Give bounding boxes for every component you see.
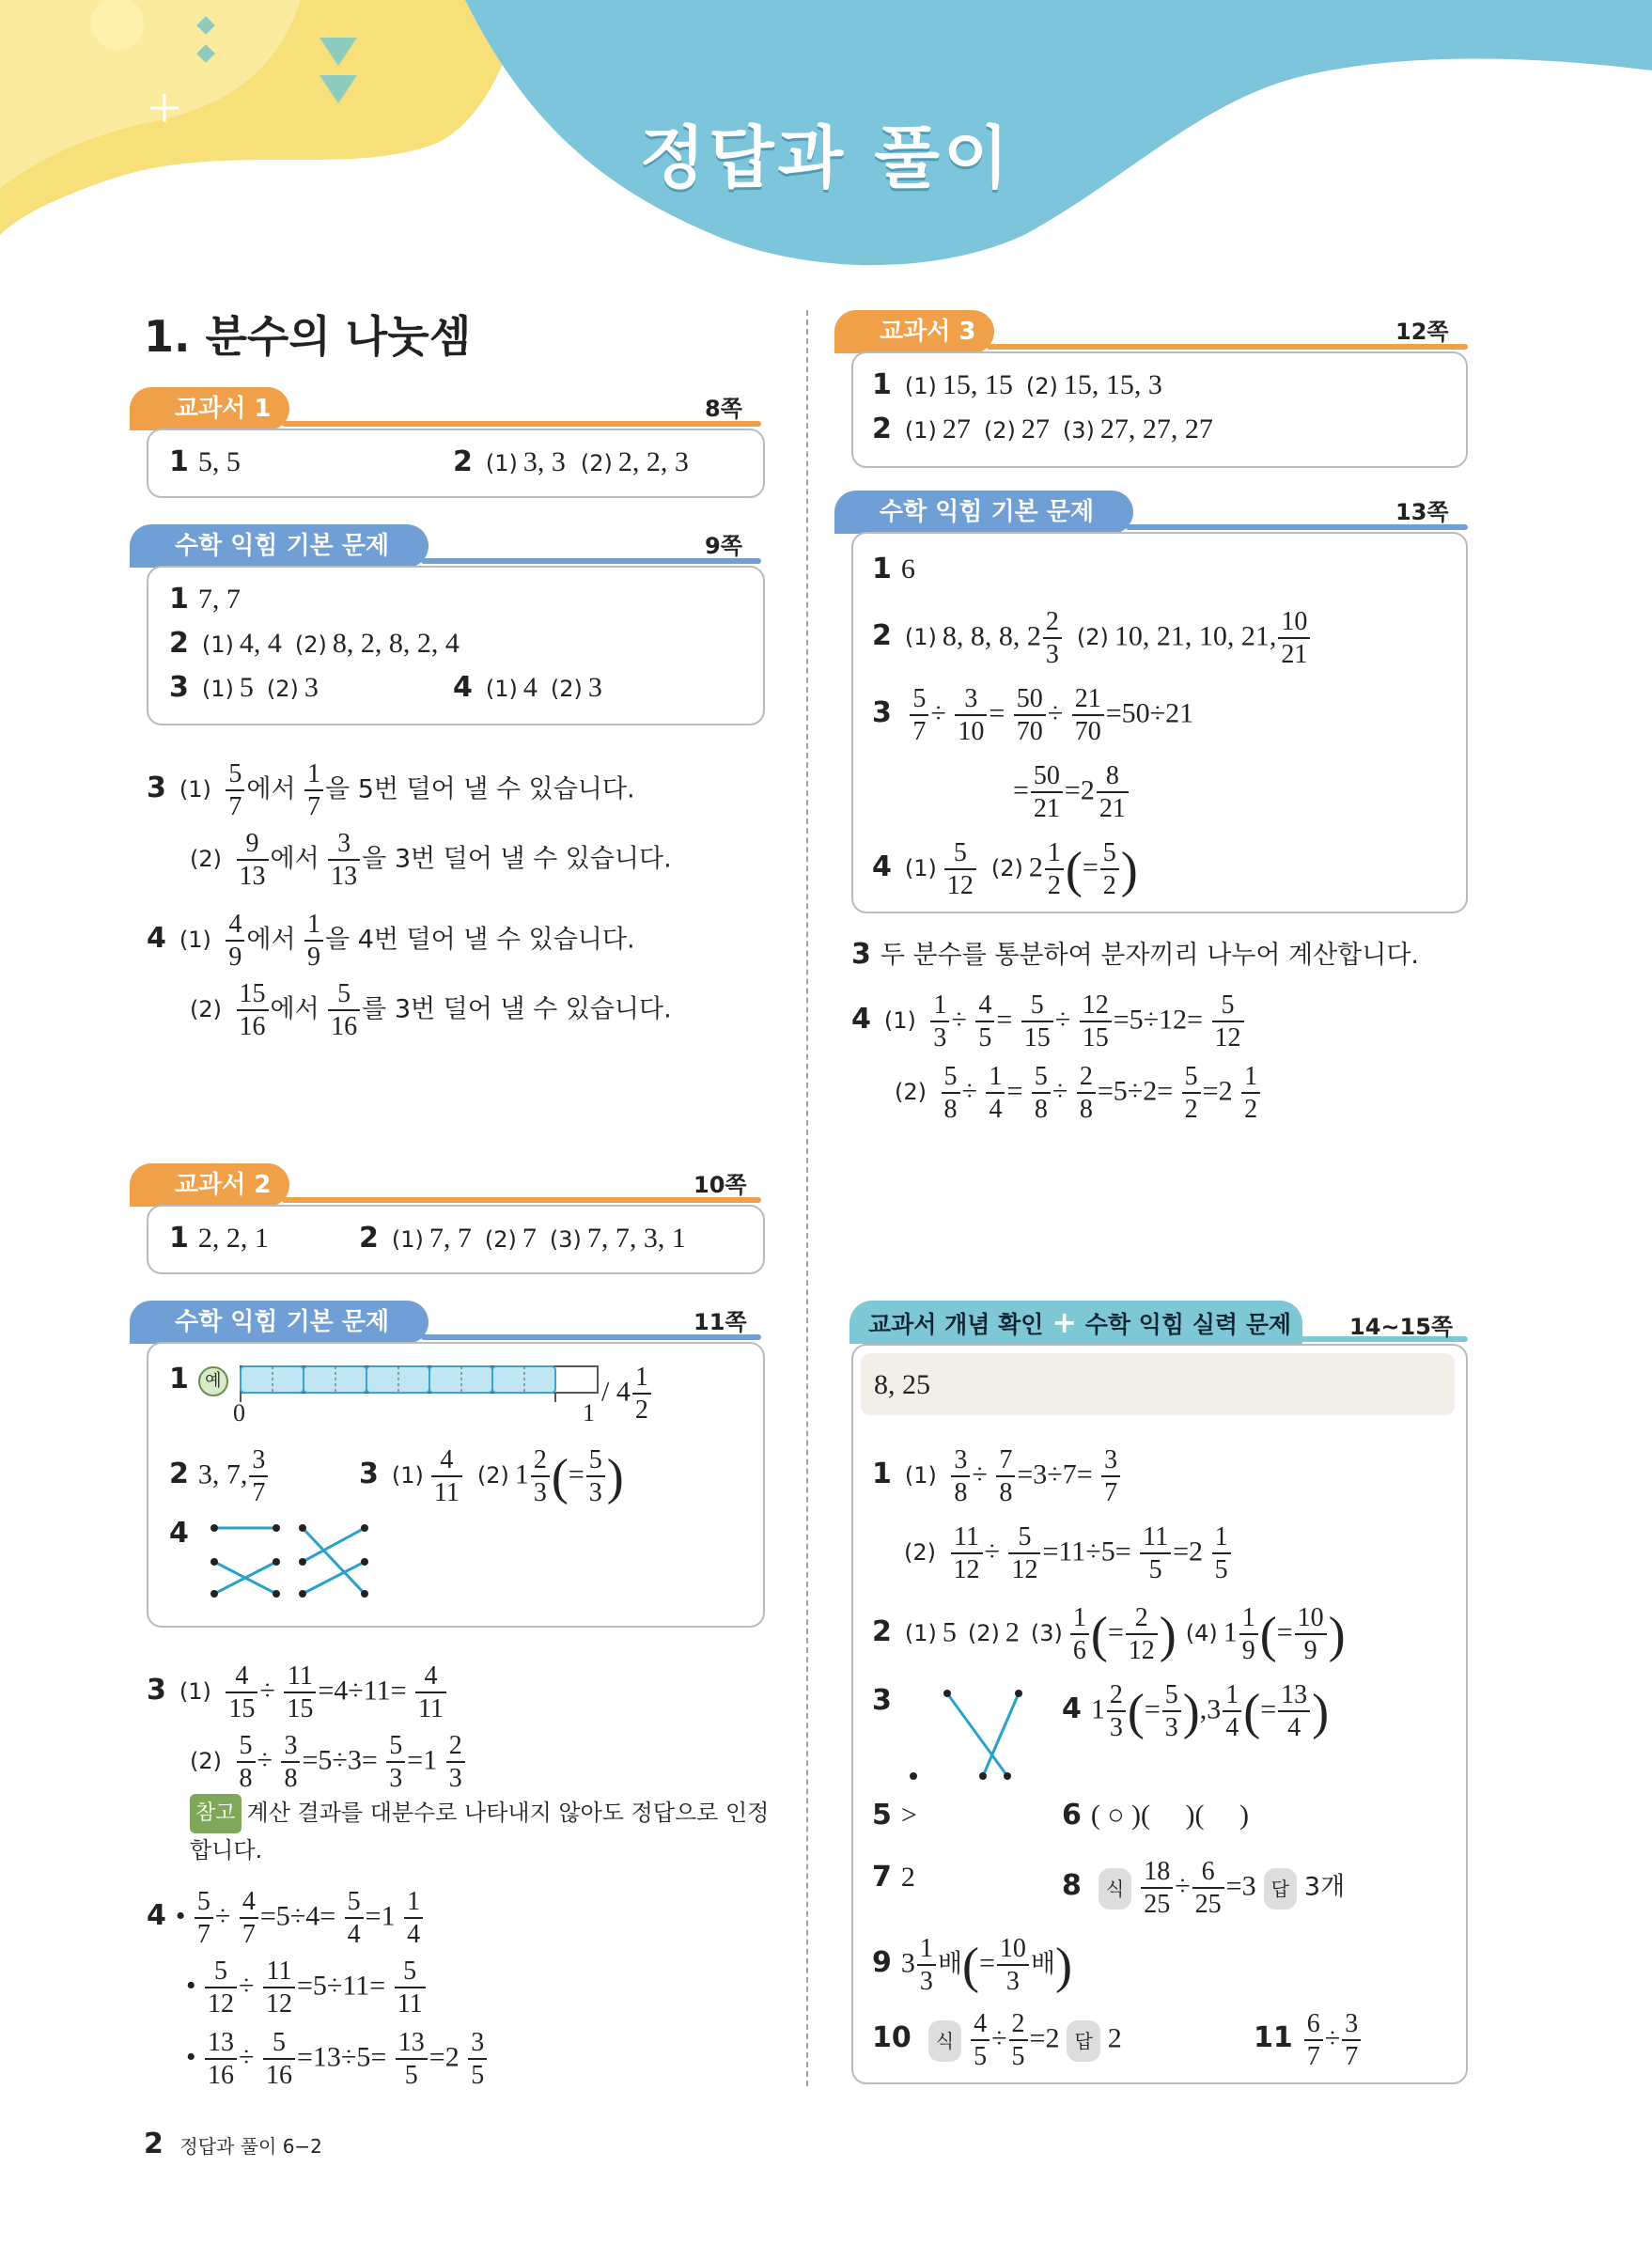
- answer-line: 3: [872, 1684, 892, 1717]
- answer-label: 답: [1264, 1868, 1297, 1910]
- explanation-line: (2) $\frac{9}{13}$ 에서 $\frac{3}{13}$ 을 3번 덜어 낼 수 있습니다.: [190, 829, 672, 891]
- column-divider: [806, 310, 808, 2086]
- answer-line: 4 (1) 4 (2) 3: [453, 671, 602, 704]
- tab-rule: [282, 421, 761, 427]
- answer-line: 1 2, 2, 1: [169, 1222, 269, 1255]
- answer-line: 2 (1) 7, 7 (2) 7 (3) 7, 7, 3, 1: [359, 1222, 686, 1255]
- answer-line: 1 예: [169, 1361, 228, 1398]
- example-badge: 예: [198, 1366, 228, 1396]
- answer-line: 4 (1) $\frac{5}{12}$ (2) 2 $\frac{1}{2}$ (= $\frac{5}{2}$ ): [872, 838, 1138, 900]
- answer-line: 1 7, 7: [169, 583, 241, 616]
- answer-line: 2 (1) 4, 4 (2) 8, 2, 8, 2, 4: [169, 627, 460, 660]
- answer-line: 3 (1) 5 (2) 3: [169, 671, 319, 704]
- answer-line: 6 ( ○ )( )( ): [1062, 1799, 1249, 1832]
- concept-check-tab: 교과서 개념 확인 + 수학 익힘 실력 문제: [849, 1301, 1302, 1344]
- answer-line: (2) $\frac{11}{12}$ ÷ $\frac{5}{12}$ =11÷5= $\frac{11}{5}$ =2 $\frac{1}{5}$: [900, 1524, 1233, 1583]
- page-footer: [144, 2128, 322, 2160]
- explanation-line: (2) $\frac{5}{8}$ ÷ $\frac{3}{8}$ =5÷3= $\frac{5}{3}$ =1 $\frac{2}{3}$: [186, 1733, 467, 1792]
- answer-line: 7 2: [872, 1861, 915, 1894]
- formula-label: 식: [928, 2020, 961, 2062]
- answer-line: 3 (1) $\frac{4}{11}$ (2) 1 $\frac{2}{3}$ (= $\frac{5}{3}$ ): [359, 1445, 624, 1507]
- answer-line: 8 식 $\frac{18}{25}$ ÷ $\frac{6}{25}$ =3 답 3개: [1062, 1857, 1346, 1919]
- exercise-tab: 수학 익힘 기본 문제: [130, 1301, 429, 1344]
- answer-line: 1 5, 5: [169, 445, 241, 478]
- explanation-line: 3 (1) $\frac{4}{15}$ ÷ $\frac{11}{15}$ =4÷11= $\frac{4}{11}$: [147, 1663, 448, 1723]
- answer-line: 4 1 $\frac{2}{3}$ (= $\frac{5}{3}$ ),3 $\frac{1}{4}$ (= $\frac{13}{4}$ ): [1062, 1680, 1330, 1742]
- page-ref: 10쪽: [694, 1172, 747, 1198]
- explanation-line: 4 (1) $\frac{1}{3}$ ÷ $\frac{4}{5}$ = $\frac{5}{15}$ ÷ $\frac{12}{15}$ =5÷12= $\frac{5}{12}$: [851, 992, 1246, 1052]
- answer-line: 11 $\frac{6}{7}$ ÷ $\frac{3}{7}$: [1254, 2011, 1363, 2070]
- answer-line: 4: [169, 1517, 189, 1550]
- note-line: 합니다.: [190, 1837, 263, 1863]
- exercise-tab: 수학 익힘 기본 문제: [834, 491, 1133, 534]
- plus-icon: +: [1052, 1304, 1077, 1340]
- answer-line: = $\frac{50}{21}$ =2 $\frac{8}{21}$: [1013, 763, 1130, 822]
- answer-line: 10 식 $\frac{4}{5}$ ÷ $\frac{2}{5}$ =2 답 2: [872, 2009, 1122, 2071]
- number-line-diagram: [235, 1364, 611, 1421]
- explanation-line: (2) $\frac{15}{16}$ 에서 $\frac{5}{16}$ 를 3번 덜어 낼 수 있습니다.: [190, 979, 672, 1041]
- answer-line: / 4 $\frac{1}{2}$: [601, 1364, 653, 1424]
- concept-answer-strip: [861, 1353, 1455, 1415]
- answer-line: 1 (1) 15, 15 (2) 15, 15, 3: [872, 368, 1162, 401]
- textbook-2-tab: 교과서 2: [130, 1163, 289, 1207]
- footer-text: 정답과 풀이 6−2: [179, 2135, 322, 2158]
- exercise-tab: 수학 익힘 기본 문제: [130, 524, 429, 568]
- page-ref: 11쪽: [694, 1309, 747, 1335]
- answer-line: 2 (1) 5 (2) 2 (3) $\frac{1}{6}$ (= $\frac{2}{12}$ ) (4) 1 $\frac{1}{9}$ (= $\frac{10}{9}$ ): [872, 1603, 1346, 1665]
- chapter-title: 1. 분수의 나눗셈: [144, 311, 472, 362]
- answer-label: 답: [1067, 2020, 1099, 2062]
- answer-line: 2 (1) 3, 3 (2) 2, 2, 3: [453, 445, 689, 478]
- explanation-line: 4 • $\frac{5}{7}$ ÷ $\frac{4}{7}$ =5÷4= $\frac{5}{4}$ =1 $\frac{1}{4}$: [147, 1889, 425, 1948]
- note-tag: 참고: [190, 1794, 242, 1833]
- page-ref: 12쪽: [1395, 319, 1449, 345]
- answer-line: 1 6: [872, 553, 915, 585]
- page-number: 2: [144, 2128, 164, 2160]
- textbook-1-tab: 교과서 1: [130, 387, 289, 430]
- page-ref: 14~15쪽: [1349, 1314, 1454, 1340]
- explanation-line: 4 (1) $\frac{4}{9}$ 에서 $\frac{1}{9}$ 을 4번 덜어 낼 수 있습니다.: [147, 910, 635, 972]
- page-ref: 13쪽: [1395, 499, 1449, 525]
- answer-line: 2 3, 7, $\frac{3}{7}$: [169, 1447, 270, 1506]
- number-line-one: 1: [583, 1399, 595, 1427]
- line-matching-diagram: [902, 1682, 1034, 1795]
- explanation-line: • $\frac{13}{16}$ ÷ $\frac{5}{16}$ =13÷5= $\frac{13}{5}$ =2 $\frac{3}{5}$: [186, 2030, 489, 2089]
- answer-line: 1 (1) $\frac{3}{8}$ ÷ $\frac{7}{8}$ =3÷7= $\frac{3}{7}$: [872, 1447, 1122, 1506]
- answer-line: 5 >: [872, 1799, 917, 1832]
- answer-line: 9 3 $\frac{1}{3}$ 배(= $\frac{10}{3}$ 배): [872, 1934, 1072, 1996]
- page-title: 정답과 풀이: [639, 118, 1013, 197]
- line-matching-diagram: [203, 1517, 391, 1603]
- page-ref: 9쪽: [705, 533, 742, 559]
- tab-rule: [282, 1197, 761, 1203]
- answer-line: 2 (1) 27 (2) 27 (3) 27, 27, 27: [872, 413, 1213, 445]
- answer-line: 3 $\frac{5}{7}$ ÷ $\frac{3}{10}$ = $\frac{50}{70}$ ÷ $\frac{21}{70}$ =50÷21: [872, 684, 1194, 746]
- explanation-line: 3 (1) $\frac{5}{7}$ 에서 $\frac{1}{7}$ 을 5번 덜어 낼 수 있습니다.: [147, 759, 635, 821]
- page-ref: 8쪽: [705, 396, 742, 422]
- note-line: 참고 계산 결과를 대분수로 나타내지 않아도 정답으로 인정: [190, 1793, 769, 1833]
- answer-line: 2 (1) 8, 8, 8, 2 $\frac{2}{3}$ (2) 10, 21, 10, 21, $\frac{10}{21}$: [872, 609, 1312, 668]
- explanation-line: • $\frac{5}{12}$ ÷ $\frac{11}{12}$ =5÷11= $\frac{5}{11}$: [186, 1958, 428, 2018]
- explanation-line: 3 두 분수를 통분하여 분자끼리 나누어 계산합니다.: [851, 938, 1420, 971]
- explanation-line: (2) $\frac{5}{8}$ ÷ $\frac{1}{4}$ = $\frac{5}{8}$ ÷ $\frac{2}{8}$ =5÷2= $\frac{5}{2}$ =2 $\frac{1}{2}$: [891, 1064, 1262, 1123]
- number-line-zero: 0: [233, 1399, 245, 1427]
- answer-line: 8, 25: [874, 1369, 930, 1400]
- formula-label: 식: [1099, 1868, 1131, 1910]
- textbook-3-tab: 교과서 3: [834, 310, 994, 353]
